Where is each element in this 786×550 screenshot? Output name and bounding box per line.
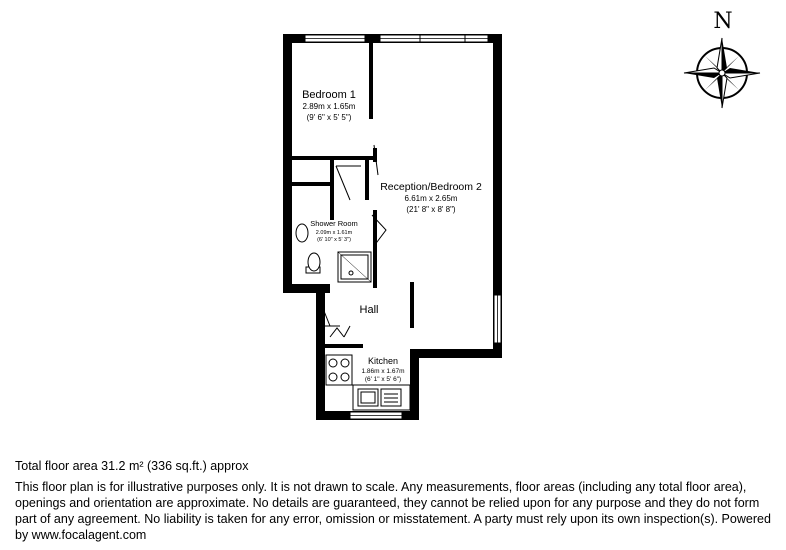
hall-name: Hall [359, 304, 379, 316]
bedroom-1-name: Bedroom 1 [302, 89, 356, 101]
room-label-bedroom-1 [302, 89, 356, 122]
kitchen-name: Kitchen [367, 356, 399, 366]
reception-imperial: (21' 8" x 8' 8") [406, 205, 456, 214]
disclaimer-text: This floor plan is for illustrative purposes only. It is not drawn to scale. Any measurements, floor areas (including any total floor area), openings and orientation are approximate. No details are guaranteed, they cannot be relied upon for any purpose and they do not form part of any agreement. No liability is taken for any error, omission or misstatement. A party must rely upon its own inspection(s). Powered by www.focalagent.com [15, 480, 771, 542]
reception-name: Reception/Bedroom 2 [380, 181, 482, 193]
shower-room-metric: 2.09m x 1.61m [315, 230, 353, 236]
room-label-hall [360, 304, 379, 316]
hob-icon [326, 355, 352, 385]
room-label-kitchen [362, 356, 405, 383]
shower-room-name: Shower Room [310, 219, 358, 228]
basin-icon [296, 224, 308, 242]
bedroom-1-imperial: (9' 6" x 5' 5") [306, 113, 352, 122]
reception-metric: 6.61m x 2.65m [404, 194, 458, 203]
shower-room-imperial: (6' 10" x 5' 3") [317, 237, 351, 243]
room-label-shower [310, 219, 358, 243]
kitchen-imperial: (6' 1" x 5' 6") [364, 376, 402, 383]
room-label-reception [380, 181, 482, 214]
compass-north-label: N [713, 9, 733, 34]
compass-rose-icon [684, 9, 760, 108]
toilet-icon [308, 253, 320, 271]
total-floor-area: Total floor area 31.2 m² (336 sq.ft.) approx [15, 459, 249, 473]
kitchen-metric: 1.86m x 1.67m [361, 368, 405, 375]
bedroom-1-metric: 2.89m x 1.65m [302, 102, 356, 111]
